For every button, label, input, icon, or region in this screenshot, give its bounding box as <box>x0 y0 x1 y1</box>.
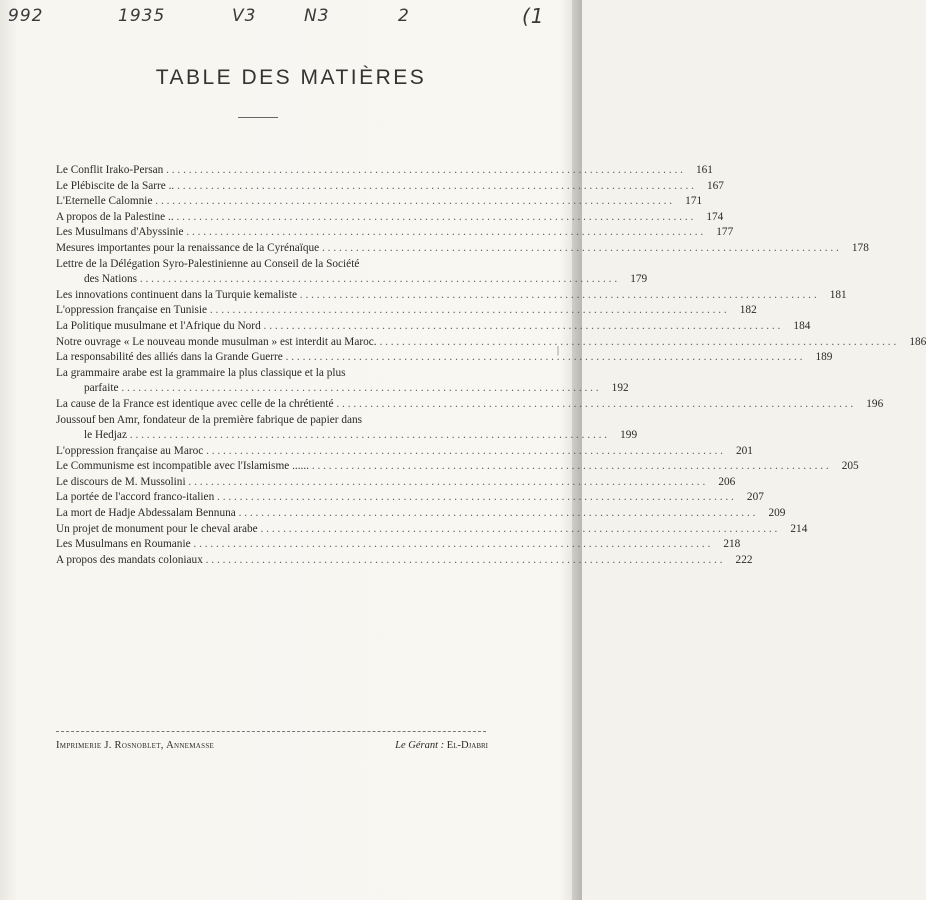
toc-page-number: 205 <box>841 460 859 473</box>
toc-entry-title: L'oppression française au Maroc . . . <box>56 444 723 460</box>
handwritten-note: (1 <box>522 4 545 28</box>
toc-page-number: 189 <box>815 351 833 364</box>
toc-page-number: 201 <box>735 444 753 457</box>
table-of-contents <box>56 163 926 568</box>
toc-entry-title: Le Conflit Irako-Persan . . . <box>56 163 683 179</box>
toc-entry <box>56 459 859 475</box>
toc-page-number: 167 <box>706 179 724 192</box>
toc-entry <box>56 335 926 351</box>
toc-page-number: 182 <box>739 304 757 317</box>
toc-entry-title: Les Musulmans en Roumanie . . . <box>56 537 710 553</box>
toc-entry <box>56 537 741 553</box>
printer-credit: Imprimerie J. Rosnoblet, Annemasse <box>56 740 215 751</box>
toc-page-number: 207 <box>746 491 764 504</box>
gerant-name: El-Djabri <box>446 740 488 751</box>
toc-page-number: 174 <box>706 210 724 223</box>
toc-entry <box>56 350 833 366</box>
toc-entry-title: Notre ouvrage « Le nouveau monde musulman » est interdit au Maroc. . . . <box>56 335 896 351</box>
toc-entry <box>56 179 724 195</box>
toc-entry-title: A propos des mandats coloniaux . . . <box>56 553 723 569</box>
toc-entry <box>56 366 629 397</box>
handwritten-note: 2 <box>398 6 410 26</box>
toc-entry <box>56 303 757 319</box>
footer-divider <box>56 731 486 732</box>
toc-entry-title: La mort de Hadje Abdessalam Bennuna . . . <box>56 506 755 522</box>
toc-entry-title: La portée de l'accord franco-italien . . . <box>56 490 734 506</box>
toc-page-number: 199 <box>620 429 638 442</box>
toc-entry-title-continued: le Hedjaz . . . <box>56 428 607 444</box>
margin-mark: | <box>557 345 560 356</box>
toc-page-number: 214 <box>790 522 808 535</box>
handwritten-note: V3 <box>232 6 257 26</box>
toc-entry <box>56 490 764 506</box>
toc-page-number: 222 <box>735 553 753 566</box>
toc-entry-title: Mesures importantes pour la renaissance de la Cyrénaïque . . . <box>56 241 839 257</box>
toc-entry <box>56 163 713 179</box>
toc-entry-title: La responsabilité des alliés dans la Grande Guerre . . . <box>56 350 802 366</box>
handwritten-note: 992 <box>8 6 44 26</box>
toc-entry-title: La grammaire arabe est la grammaire la plus classique et la plus <box>56 366 346 379</box>
toc-entry <box>56 288 847 304</box>
toc-entry <box>56 506 786 522</box>
toc-entry <box>56 210 724 226</box>
toc-entry-title: L'Eternelle Calomnie . . . <box>56 194 672 210</box>
toc-entry <box>56 413 638 444</box>
toc-page-number: 181 <box>829 288 847 301</box>
handwritten-note: 1935 <box>118 6 166 26</box>
toc-entry-title-continued: parfaite . . . <box>56 381 599 397</box>
toc-entry-text <box>56 257 617 288</box>
toc-entry-title: L'oppression française en Tunisie . . . <box>56 303 727 319</box>
toc-page-number: 179 <box>630 273 648 286</box>
toc-entry <box>56 475 736 491</box>
toc-entry-title: Joussouf ben Amr, fondateur de la première fabrique de papier dans <box>56 413 363 426</box>
toc-entry <box>56 241 869 257</box>
toc-entry-title-continued: des Nations . . . <box>56 272 617 288</box>
toc-entry-title: Les innovations continuent dans la Turquie kemaliste . . . <box>56 288 817 304</box>
toc-entry <box>56 194 703 210</box>
toc-entry-title: Le Communisme est incompatible avec l'Islamisme ...... . . . <box>56 459 829 475</box>
toc-page-number: 161 <box>696 164 713 176</box>
toc-entry-title: La cause de la France est identique avec celle de la chrétienté . . . <box>56 397 853 413</box>
toc-entry-text <box>56 413 607 444</box>
toc-entry-text <box>56 366 599 397</box>
toc-page-number: 171 <box>685 195 703 208</box>
toc-page-number: 186 <box>909 335 926 348</box>
toc-entry <box>56 225 734 241</box>
toc-entry-title: La Politique musulmane et l'Afrique du Nord . . . <box>56 319 780 335</box>
toc-page-number: 192 <box>611 382 629 395</box>
toc-page-number: 209 <box>768 507 786 520</box>
toc-entry <box>56 257 648 288</box>
toc-entry-title: Le Plébiscite de la Sarre .. . . . <box>56 179 694 195</box>
toc-entry <box>56 397 884 413</box>
toc-page-number: 218 <box>723 538 741 551</box>
toc-entry <box>56 444 753 460</box>
toc-page-number: 206 <box>718 475 736 488</box>
toc-entry-title: Le discours de M. Mussolini . . . <box>56 475 705 491</box>
toc-entry <box>56 319 811 335</box>
toc-entry-title: Un projet de monument pour le cheval arabe . . . <box>56 522 777 538</box>
toc-entry-title: A propos de la Palestine .. . . . <box>56 210 693 226</box>
toc-page-number: 178 <box>851 241 869 254</box>
toc-entry-title: Les Musulmans d'Abyssinie . . . <box>56 225 703 241</box>
toc-entry <box>56 522 808 538</box>
toc-entry-title: Lettre de la Délégation Syro-Palestinienne au Conseil de la Société <box>56 257 360 270</box>
title-divider <box>238 117 278 118</box>
toc-page-number: 184 <box>793 319 811 332</box>
handwritten-note: N3 <box>304 6 330 26</box>
page-title: TABLE DES MATIÈRES <box>155 66 427 89</box>
toc-page-number: 177 <box>716 226 734 239</box>
gerant-label: Le Gérant : <box>395 740 445 751</box>
toc-page-number: 196 <box>866 397 884 410</box>
gerant-credit <box>360 740 488 751</box>
toc-entry <box>56 553 753 569</box>
